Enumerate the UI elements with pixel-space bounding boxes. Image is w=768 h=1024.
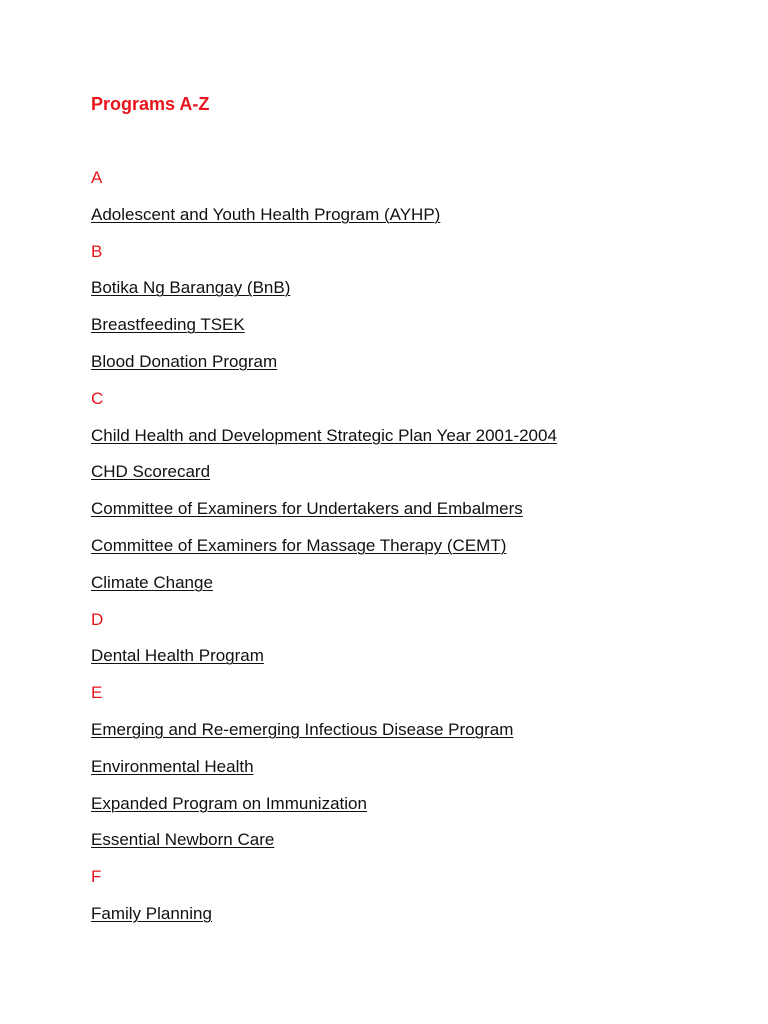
programs-az-list — [91, 166, 557, 939]
program-link[interactable]: Emerging and Re-emerging Infectious Disease Program — [91, 719, 514, 739]
program-link[interactable]: CHD Scorecard — [91, 462, 211, 482]
letter-heading — [91, 865, 557, 902]
letter-heading-text: B — [91, 241, 103, 261]
program-list-item — [91, 755, 557, 792]
program-link[interactable]: Expanded Program on Immunization — [91, 793, 367, 813]
program-link[interactable]: Essential Newborn Care — [91, 830, 275, 850]
program-link[interactable]: Child Health and Development Strategic Plan Year 2001-2004 — [91, 425, 557, 445]
program-list-item — [91, 313, 557, 350]
letter-heading-text: E — [91, 683, 103, 703]
letter-heading-text: F — [91, 867, 102, 887]
program-list-item — [91, 571, 557, 608]
program-link[interactable]: Breastfeeding TSEK — [91, 315, 245, 335]
program-list-item — [91, 350, 557, 387]
letter-heading-text: A — [91, 168, 103, 187]
program-list-item — [91, 902, 557, 939]
letter-heading — [91, 387, 557, 424]
program-list-item — [91, 460, 557, 497]
program-list-item — [91, 718, 557, 755]
program-link[interactable]: Dental Health Program — [91, 646, 264, 666]
program-list-item — [91, 644, 557, 681]
program-link[interactable]: Committee of Examiners for Massage Therapy (CEMT) — [91, 535, 507, 555]
program-link[interactable]: Committee of Examiners for Undertakers and Embalmers — [91, 499, 523, 519]
letter-heading — [91, 240, 557, 277]
letter-heading — [91, 681, 557, 718]
program-link[interactable]: Blood Donation Program — [91, 351, 278, 371]
program-list-item — [91, 203, 557, 240]
letter-heading-text: D — [91, 609, 104, 629]
program-link[interactable]: Adolescent and Youth Health Program (AYHP) — [91, 204, 441, 224]
program-list-item — [91, 276, 557, 313]
program-list-item — [91, 534, 557, 571]
program-link[interactable]: Climate Change — [91, 572, 213, 592]
letter-heading — [91, 166, 557, 203]
program-list-item — [91, 828, 557, 865]
page-title: Programs A-Z — [91, 94, 210, 114]
program-list-item — [91, 497, 557, 534]
program-list-item — [91, 424, 557, 461]
program-link[interactable]: Family Planning — [91, 903, 212, 923]
letter-heading-text: C — [91, 388, 104, 408]
program-link[interactable]: Botika Ng Barangay (BnB) — [91, 278, 291, 298]
program-link[interactable]: Environmental Health — [91, 756, 254, 776]
program-list-item — [91, 792, 557, 829]
letter-heading — [91, 608, 557, 645]
